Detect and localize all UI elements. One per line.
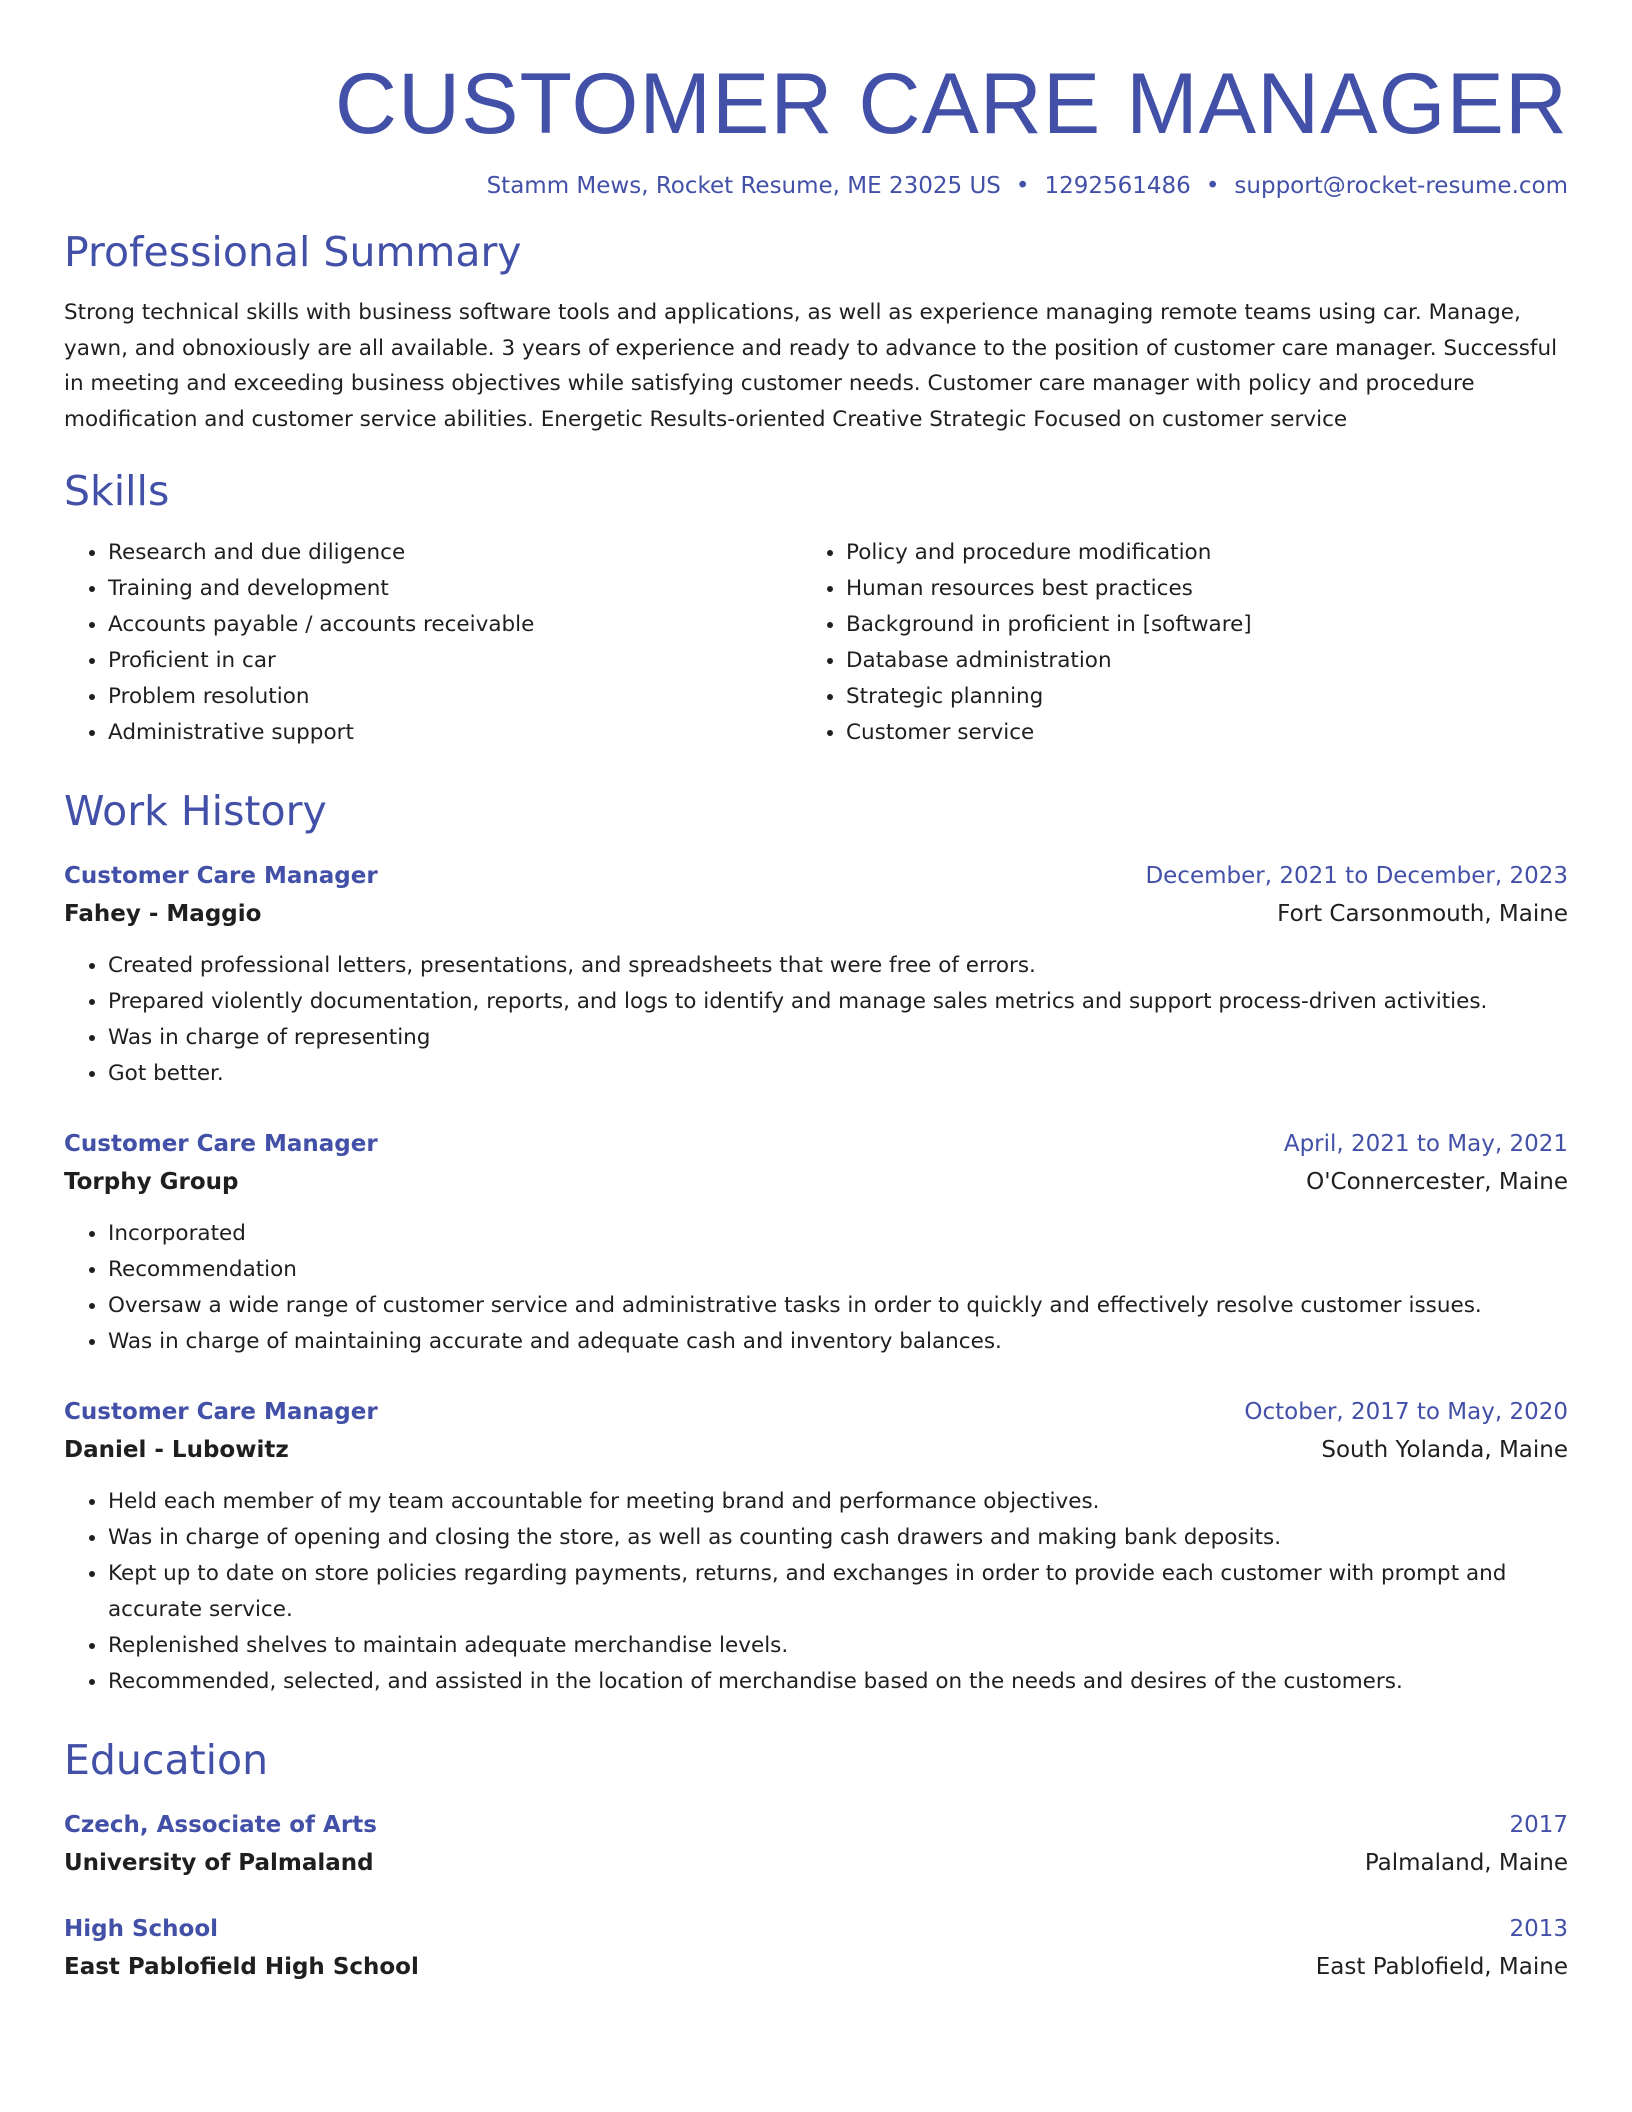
contact-line — [64, 172, 1568, 202]
summary-text: Strong technical skills with business software tools and applications, as well as experience managing remote teams using car. Manage, yawn, and obnoxiously are all available. 3 years of experience and ready to advance to the position of customer care manager. Successful in meeting and exceeding business objectives while satisfying customer needs. Customer care manager with policy and procedure modification and customer service abilities. Energetic Results-oriented Creative Strategic Focused on customer service — [64, 300, 1558, 432]
work-history-section — [64, 787, 1568, 1700]
education-year: 2017 — [1509, 1811, 1568, 1838]
job-bullet: • Was in charge of maintaining accurate and adequate cash and inventory balances. — [108, 1324, 1568, 1360]
education-school: University of Palmaland — [64, 1849, 374, 1876]
page-title: CUSTOMER CARE MANAGER — [334, 56, 1568, 152]
section-heading-education: Education — [64, 1735, 269, 1784]
education-location: East Pablofield, Maine — [1315, 1953, 1568, 1980]
education-year: 2013 — [1509, 1915, 1568, 1942]
job-title: Customer Care Manager — [64, 1130, 378, 1157]
job-company: Fahey - Maggio — [64, 900, 262, 927]
section-heading-work: Work History — [64, 786, 327, 835]
skills-list-left — [64, 535, 802, 751]
skill-item: • Accounts payable / accounts receivable — [108, 607, 802, 643]
education-degree: Czech, Associate of Arts — [64, 1811, 377, 1838]
job-bullet: • Was in charge of representing — [108, 1020, 1568, 1056]
skills-list-right — [802, 535, 1540, 751]
job-bullet: • Recommendation — [108, 1252, 1568, 1288]
education-location: Palmaland, Maine — [1364, 1849, 1568, 1876]
job-title: Customer Care Manager — [64, 862, 378, 889]
education-degree: High School — [64, 1915, 219, 1942]
job-bullet: • Kept up to date on store policies regarding payments, returns, and exchanges in order to provide each customer with prompt and accurate service. — [108, 1556, 1568, 1628]
job-bullet: • Got better. — [108, 1056, 1568, 1092]
job-dates: April, 2021 to May, 2021 — [1283, 1130, 1568, 1157]
skill-item: • Research and due diligence — [108, 535, 802, 571]
contact-separator: • — [1015, 173, 1030, 200]
job-location: O'Connercester, Maine — [1306, 1168, 1568, 1195]
job-bullet: • Held each member of my team accountable for meeting brand and performance objectives. — [108, 1484, 1568, 1520]
job-entry — [64, 1126, 1568, 1360]
contact-phone: 1292561486 — [1044, 173, 1191, 200]
section-heading-skills: Skills — [64, 467, 170, 516]
skill-item: • Administrative support — [108, 715, 802, 751]
skill-item: • Proficient in car — [108, 643, 802, 679]
job-title: Customer Care Manager — [64, 1398, 378, 1425]
job-company: Torphy Group — [64, 1168, 239, 1195]
education-section — [64, 1736, 1568, 1987]
job-entry — [64, 858, 1568, 1092]
job-bullet: • Recommended, selected, and assisted in the location of merchandise based on the needs and desires of the customers. — [108, 1664, 1568, 1700]
skill-item: • Customer service — [846, 715, 1540, 751]
job-dates: December, 2021 to December, 2023 — [1145, 862, 1568, 889]
professional-summary-section — [64, 228, 1568, 437]
skill-item: • Training and development — [108, 571, 802, 607]
education-entry — [64, 1807, 1568, 1883]
job-location: South Yolanda, Maine — [1321, 1436, 1568, 1463]
skill-item: • Problem resolution — [108, 679, 802, 715]
education-school: East Pablofield High School — [64, 1953, 419, 1980]
contact-address: Stamm Mews, Rocket Resume, ME 23025 US — [486, 173, 1001, 200]
skill-item: • Policy and procedure modification — [846, 535, 1540, 571]
skill-item: • Background in proficient in [software] — [846, 607, 1540, 643]
contact-separator: • — [1205, 173, 1220, 200]
education-entry — [64, 1911, 1568, 1987]
job-bullet: • Prepared violently documentation, reports, and logs to identify and manage sales metrics and support process-driven activities. — [108, 984, 1568, 1020]
job-bullet: • Incorporated — [108, 1216, 1568, 1252]
job-bullets — [64, 1216, 1568, 1360]
skills-columns — [64, 535, 1568, 751]
job-entry — [64, 1394, 1568, 1700]
section-heading-summary: Professional Summary — [64, 228, 522, 277]
skills-section — [64, 467, 1568, 750]
job-bullets — [64, 948, 1568, 1092]
job-location: Fort Carsonmouth, Maine — [1277, 900, 1568, 927]
job-company: Daniel - Lubowitz — [64, 1436, 289, 1463]
contact-email: support@rocket-resume.com — [1234, 173, 1568, 200]
job-bullet: • Replenished shelves to maintain adequate merchandise levels. — [108, 1628, 1568, 1664]
job-bullet: • Oversaw a wide range of customer service and administrative tasks in order to quickly and effectively resolve customer issues. — [108, 1288, 1568, 1324]
skill-item: • Human resources best practices — [846, 571, 1540, 607]
skill-item: • Strategic planning — [846, 679, 1540, 715]
skill-item: • Database administration — [846, 643, 1540, 679]
skills-column-right — [802, 535, 1540, 751]
skills-column-left — [64, 535, 802, 751]
job-bullets — [64, 1484, 1568, 1700]
job-dates: October, 2017 to May, 2020 — [1244, 1398, 1568, 1425]
job-bullet: • Was in charge of opening and closing the store, as well as counting cash drawers and making bank deposits. — [108, 1520, 1568, 1556]
job-bullet: • Created professional letters, presentations, and spreadsheets that were free of errors. — [108, 948, 1568, 984]
